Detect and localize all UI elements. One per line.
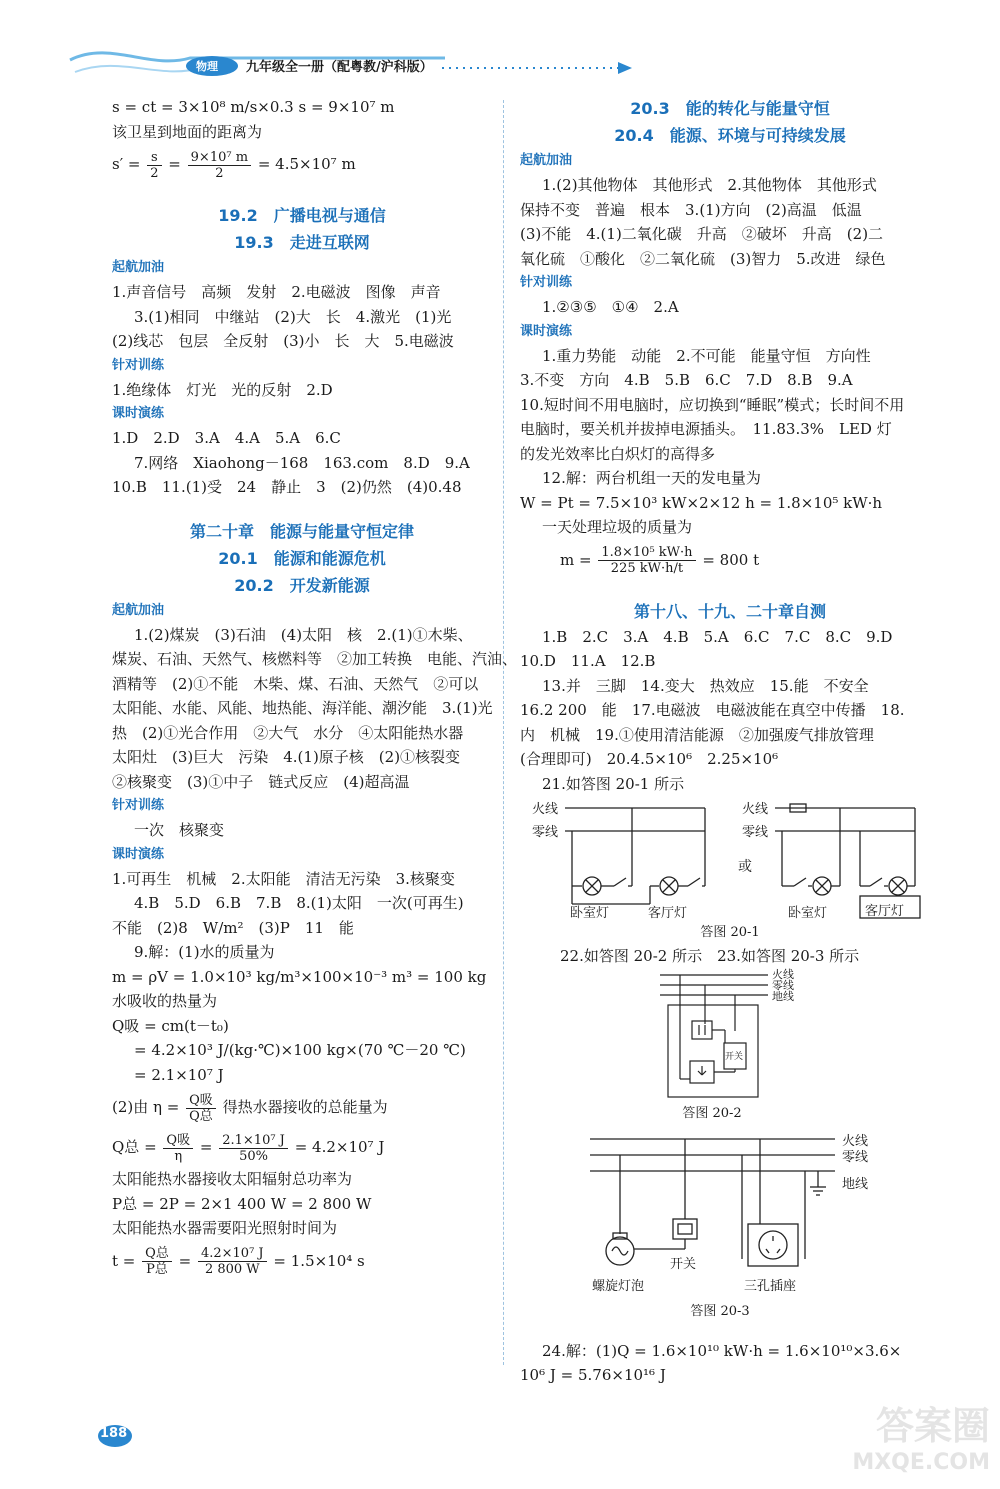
answer-line: 7.网络 Xiaohong－168 163.com 8.D 9.A (134, 453, 470, 472)
formula-part: (2)由 η = (112, 1098, 180, 1116)
answer-line: (2)线芯 包层 全反射 (3)小 长 大 5.电磁波 (112, 332, 454, 350)
answer-line: 10.短时间不用电脑时，应切换到“睡眠”模式；长时间不用 (520, 395, 905, 414)
figure-caption: 答图 20-1 (700, 925, 760, 940)
answer-line: 保持不变 普遍 根本 3.(1)方向 (2)高温 低温 (520, 200, 862, 219)
text-line: 太阳能热水器需要阳光照射时间为 (112, 1219, 338, 1237)
answer-line: 电脑时，要关机并拔掉电源插头。 11.83.3% LED 灯 (520, 420, 892, 438)
denominator: P总 (146, 1262, 168, 1277)
figure-20-3 (520, 1129, 940, 1339)
formula-part: = 4.5×10⁷ m (257, 155, 356, 173)
section-title: 19.3 走进互联网 (234, 233, 370, 252)
fraction (198, 1246, 267, 1277)
figure-20-1 (520, 796, 940, 944)
answer-line: 22.如答图 20-2 所示 23.如答图 20-3 所示 (560, 947, 860, 965)
label-three-hole-socket: 三孔插座 (744, 1278, 797, 1294)
answer-line: 太阳能、水能、风能、地热能、海洋能、潮汐能 3.(1)光 (112, 699, 493, 717)
formula-part: 得热水器接收的总能量为 (222, 1098, 388, 1116)
numerator: 1.8×10⁵ kW·h (598, 545, 695, 561)
fraction (147, 150, 161, 181)
text-line: 太阳能热水器接收太阳辐射总功率为 (112, 1170, 353, 1188)
answer-line: 不能 (2)8 W/m² (3)P 11 能 (112, 918, 354, 937)
answer-line: 24.解：(1)Q = 1.6×10¹⁰ kW·h = 1.6×10¹⁰×3.6× (542, 1341, 902, 1360)
formula-line (112, 144, 492, 184)
text-line: 水吸收的热量为 (112, 992, 218, 1010)
denominator: 2 800 W (204, 1262, 260, 1277)
section-title: 20.4 能源、环境与可持续发展 (614, 126, 846, 145)
subsection-label: 课时演练 (112, 406, 165, 421)
label-bedroom-light: 卧室灯 (788, 906, 828, 921)
answer-line: 12.解：两台机组一天的发电量为 (542, 469, 761, 487)
watermark (800, 1395, 990, 1480)
fraction (188, 150, 251, 181)
section-title: 19.2 广播电视与通信 (218, 206, 386, 225)
denominator: 2 (215, 165, 224, 181)
answer-line: 热 (2)①光合作用 ②大气 水分 ④太阳能热水器 (112, 723, 464, 742)
wiring-diagram (520, 1129, 940, 1309)
answer-line: 1.D 2.D 3.A 4.A 5.A 6.C (112, 429, 341, 447)
section-title: 20.3 能的转化与能量守恒 (630, 99, 830, 118)
page-number: 188 (100, 1426, 128, 1441)
label-or: 或 (738, 859, 752, 875)
numerator: Q总 (142, 1246, 172, 1262)
answer-line: 氧化硫 ①酸化 ②二氧化硫 (3)智力 5.改进 绿色 (520, 249, 886, 268)
formula-part: = 1.5×10⁴ s (273, 1251, 365, 1270)
formula-line (112, 1127, 492, 1167)
label-neutral-wire: 零线 (532, 825, 559, 840)
subsection-label: 针对训练 (520, 275, 573, 290)
wiring-diagram (520, 969, 940, 1104)
answer-line: 10⁶ J = 5.76×10¹⁶ J (520, 1366, 666, 1384)
answer-line: 4.B 5.D 6.B 7.B 8.(1)太阳 一次(可再生) (134, 894, 464, 912)
label-live-wire: 火线 (532, 802, 559, 817)
subsection-label: 课时演练 (112, 846, 165, 862)
fraction (186, 1093, 216, 1124)
formula-part: = (178, 1251, 192, 1270)
answer-line: 10.B 11.(1)受 24 静止 3 (2)仍然 (4)0.48 (112, 478, 462, 496)
answer-line: 1.可再生 机械 2.太阳能 清洁无污染 3.核聚变 (112, 869, 455, 888)
formula-line (520, 540, 940, 580)
subsection-label: 起航加油 (112, 602, 165, 618)
formula-part: = (168, 155, 181, 173)
label-ground-wire: 地线 (842, 1176, 869, 1192)
numerator: 2.1×10⁷ J (219, 1133, 288, 1149)
figure-20-2 (520, 969, 940, 1129)
label-screw-bulb: 螺旋灯泡 (592, 1278, 645, 1294)
answer-line: (3)不能 4.(1)二氧化碳 升高 ②破坏 升高 (2)二 (520, 225, 884, 243)
answer-line: 酒精等 (2)①不能 木柴、煤、石油、天然气 ②可以 (112, 674, 479, 693)
header-title: 九年级全一册（配粤教/沪科版） (246, 60, 433, 75)
denominator: 50% (239, 1148, 269, 1164)
chapter-title: 第二十章 能源与能量守恒定律 (189, 521, 414, 541)
denominator: Q总 (189, 1108, 213, 1124)
label-neutral-wire: 零线 (842, 1149, 869, 1165)
answer-line: 1.声音信号 高频 发射 2.电磁波 图像 声音 (112, 283, 441, 301)
formula-line: W = Pt = 7.5×10³ kW×2×12 h = 1.8×10⁵ kW·h (520, 493, 883, 512)
formula-line: = 2.1×10⁷ J (134, 1065, 224, 1084)
label-switch: 开关 (670, 1256, 697, 1272)
formula-line: m = ρV = 1.0×10³ kg/m³×100×10⁻³ m³ = 100 kg (112, 967, 487, 986)
label-live-wire: 火线 (842, 1133, 869, 1149)
figure-caption: 答图 20-3 (690, 1303, 750, 1319)
text-line: s = ct = 3×10⁸ m/s×0.3 s = 9×10⁷ m (112, 98, 395, 116)
answer-line: 21.如答图 20-1 所示 (542, 774, 685, 793)
label-switch: 开关 (725, 1051, 744, 1062)
label-neutral-wire: 零线 (772, 978, 794, 992)
formula-part: m = (560, 550, 592, 569)
label-ground-wire: 地线 (772, 989, 794, 1003)
answer-line: 一次 核聚变 (134, 821, 225, 839)
answer-line: 太阳灶 (3)巨大 污染 4.(1)原子核 (2)①核裂变 (112, 748, 461, 766)
text-line: 一天处理垃圾的质量为 (542, 518, 693, 536)
answer-line: 1.(2)煤炭 (3)石油 (4)太阳 核 2.(1)①木柴、 (134, 625, 473, 644)
label-live-wire: 火线 (742, 802, 769, 817)
formula-line (112, 1241, 492, 1281)
formula-part: Q总 = (112, 1138, 157, 1156)
text-line: 该卫星到地面的距离为 (112, 122, 263, 141)
subsection-label: 起航加油 (112, 260, 165, 275)
column-divider (503, 100, 504, 1365)
answer-line: 煤炭、石油、天然气、核燃料等 ②加工转换 电能、汽油、 (112, 650, 518, 668)
page-number-badge (97, 1420, 133, 1448)
fraction (163, 1133, 193, 1164)
label-bedroom-light: 卧室灯 (570, 906, 610, 921)
fraction (598, 545, 695, 576)
subsection-label: 针对训练 (112, 357, 165, 373)
subsection-label: 课时演练 (520, 323, 573, 339)
answer-line: 的发光效率比白炽灯的高得多 (520, 444, 716, 463)
formula-part: s′ = (112, 155, 141, 173)
label-living-room-light: 客厅灯 (865, 904, 905, 919)
subsection-label: 针对训练 (112, 798, 165, 813)
label-live-wire: 火线 (772, 967, 794, 981)
numerator: 9×10⁷ m (188, 150, 251, 166)
answer-line: ②核聚变 (3)①中子 链式反应 (4)超高温 (112, 772, 410, 791)
formula-part: = (199, 1138, 213, 1156)
answer-line: (合理即可) 20.4.5×10⁶ 2.25×10⁶ (520, 750, 779, 768)
answer-line: 13.并 三脚 14.变大 热效应 15.能 不安全 (542, 676, 869, 695)
numerator: s (147, 150, 161, 166)
answer-line: 1.②③⑤ ①④ 2.A (542, 298, 679, 316)
fraction (219, 1133, 288, 1164)
page-header (0, 0, 1000, 95)
formula-line: = 4.2×10³ J/(kg·℃)×100 kg×(70 ℃－20 ℃) (134, 1041, 466, 1059)
answer-line: 9.解：(1)水的质量为 (134, 943, 275, 961)
formula-line (112, 1087, 492, 1127)
label-living-room-light: 客厅灯 (648, 906, 688, 921)
subsection-label: 起航加油 (520, 153, 573, 168)
header-wave-graphic (0, 0, 1000, 95)
answer-line: 1.重力势能 动能 2.不可能 能量守恒 方向性 (542, 346, 871, 365)
left-column (112, 95, 518, 1281)
formula-part: t = (112, 1251, 136, 1270)
answer-line: 10.D 11.A 12.B (520, 652, 656, 670)
fraction (142, 1246, 172, 1277)
answer-line: 1.B 2.C 3.A 4.B 5.A 6.C 7.C 8.C 9.D (542, 627, 893, 646)
section-title: 20.2 开发新能源 (234, 575, 370, 595)
section-title: 第十八、十九、二十章自测 (633, 601, 826, 621)
formula-line: P总 = 2P = 2×1 400 W = 2 800 W (112, 1194, 372, 1213)
header-subject: 物理 (196, 60, 218, 73)
answer-line: 1.绝缘体 灯光 光的反射 2.D (112, 380, 333, 399)
label-neutral-wire: 零线 (742, 825, 769, 840)
answer-line: 3.(1)相同 中继站 (2)大 长 4.激光 (1)光 (134, 307, 452, 326)
right-column (520, 95, 940, 1388)
numerator: 4.2×10⁷ J (198, 1246, 267, 1262)
denominator: 225 kW·h/t (610, 561, 684, 576)
watermark-text: 答案圈 (875, 1404, 990, 1448)
denominator: η (174, 1148, 183, 1164)
formula-line: Q吸 = cm(t－t₀) (112, 1016, 229, 1035)
formula-part: = 800 t (702, 550, 760, 569)
answer-line: 16.2 200 能 17.电磁波 电磁波能在真空中传播 18. (520, 701, 905, 719)
section-title: 20.1 能源和能源危机 (218, 548, 386, 568)
numerator: Q吸 (163, 1133, 193, 1149)
watermark-url: MXQE.COM (852, 1450, 990, 1475)
answer-line: 3.不变 方向 4.B 5.B 6.C 7.D 8.B 9.A (520, 371, 853, 389)
answer-line: 1.(2)其他物体 其他形式 2.其他物体 其他形式 (542, 176, 877, 194)
formula-part: = 4.2×10⁷ J (294, 1138, 385, 1156)
denominator: 2 (150, 165, 159, 181)
numerator: Q吸 (186, 1093, 216, 1109)
answer-line: 内 机械 19.①使用清洁能源 ②加强废气排放管理 (520, 725, 874, 744)
figure-caption: 答图 20-2 (682, 1105, 742, 1121)
